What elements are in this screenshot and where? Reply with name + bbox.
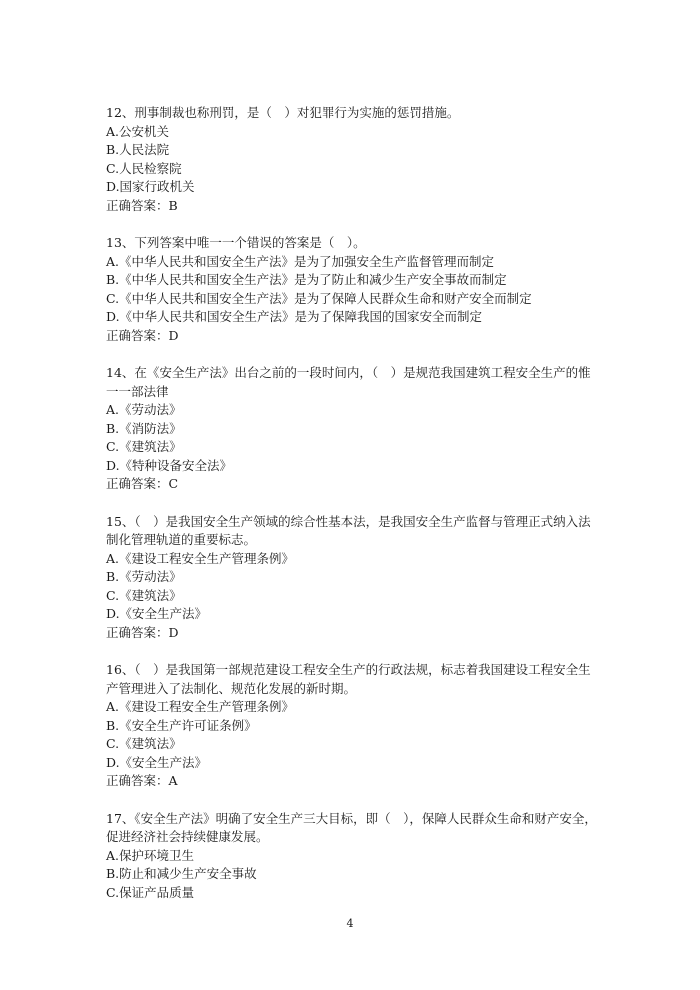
question-stem: 16、（ ）是我国第一部规范建设工程安全生产的行政法规，标志着我国建设工程安全生产管理进入了法制化、规范化发展的新时期。 — [106, 662, 591, 696]
option-c: C.《建筑法》 — [106, 439, 182, 454]
option-a: A.《中华人民共和国安全生产法》是为了加强安全生产监督管理而制定 — [106, 253, 495, 269]
correct-answer: 正确答案：D — [106, 624, 179, 640]
option-c: C.保证产品质量 — [106, 884, 195, 900]
question-12 — [106, 104, 598, 215]
option-c: C.人民检察院 — [106, 160, 182, 176]
page-number: 4 — [346, 917, 354, 930]
option-d: D.《安全生产法》 — [106, 754, 208, 770]
option-b: B.人民法院 — [106, 142, 170, 157]
correct-answer: 正确答案：C — [106, 476, 179, 491]
question-13 — [106, 234, 598, 345]
option-c: C.《中华人民共和国安全生产法》是为了保障人民群众生命和财产安全而制定 — [106, 290, 532, 306]
option-b: B.《劳动法》 — [106, 569, 182, 584]
question-stem: 15、（ ）是我国安全生产领域的综合性基本法，是我国安全生产监督与管理正式纳入法制化管理轨道的重要标志。 — [106, 513, 591, 547]
option-b: B.《安全生产许可证条例》 — [106, 717, 257, 733]
option-a: A.保护环境卫生 — [106, 847, 195, 863]
correct-answer: 正确答案：A — [106, 773, 178, 788]
option-b: B.《中华人民共和国安全生产法》是为了防止和减少生产安全事故而制定 — [106, 272, 507, 287]
option-a: A.《建设工程安全生产管理条例》 — [106, 550, 295, 566]
option-a: A.《劳动法》 — [106, 402, 182, 417]
question-stem: 14、在《安全生产法》出台之前的一段时间内，（ ）是规范我国建筑工程安全生产的惟一一部法律 — [106, 365, 591, 399]
correct-answer: 正确答案：B — [106, 197, 178, 213]
option-b: B.防止和减少生产安全事故 — [106, 866, 257, 881]
question-16 — [106, 661, 598, 791]
question-15 — [106, 513, 598, 643]
correct-answer: 正确答案：D — [106, 327, 179, 343]
question-stem: 12、刑事制裁也称刑罚，是（ ）对犯罪行为实施的惩罚措施。 — [106, 105, 460, 120]
option-d: D.《中华人民共和国安全生产法》是为了保障我国的国家安全而制定 — [106, 309, 483, 324]
option-a: A.公安机关 — [106, 123, 170, 139]
question-14 — [106, 364, 598, 494]
option-d: D.《特种设备安全法》 — [106, 457, 233, 473]
option-d: D.国家行政机关 — [106, 179, 195, 194]
option-c: C.《建筑法》 — [106, 587, 182, 603]
question-stem: 17、《安全生产法》明确了安全生产三大目标，即（ ），保障人民群众生命和财产安全，促进经济社会持续健康发展。 — [106, 810, 597, 844]
question-stem: 13、下列答案中唯一一个错误的答案是（ ）。 — [106, 235, 366, 250]
question-list — [106, 104, 598, 921]
option-b: B.《消防法》 — [106, 420, 182, 436]
option-c: C.《建筑法》 — [106, 736, 182, 751]
option-d: D.《安全生产法》 — [106, 606, 208, 621]
option-a: A.《建设工程安全生产管理条例》 — [106, 699, 295, 714]
question-17 — [106, 810, 598, 903]
